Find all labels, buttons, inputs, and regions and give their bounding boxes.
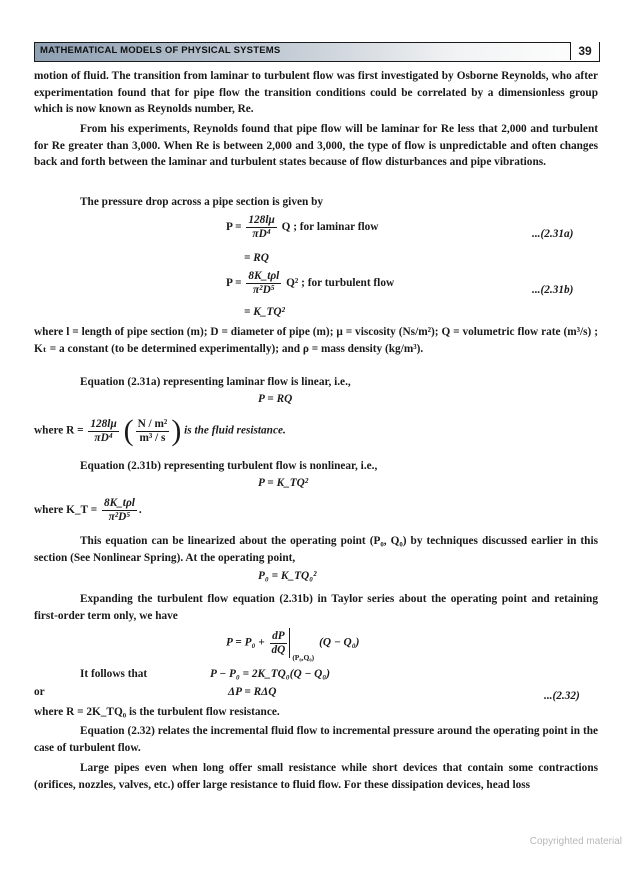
paragraph-variable-definitions: where l = length of pipe section (m); D = diameter of pipe (m); μ = viscosity (Ns/m²); Q = volumetric flow rate (m³/s) ; Kₜ = a constant (to be determined experimentally); and ρ = mass density (kg/m³).	[34, 326, 598, 355]
equation-2-31a: P = $\frac{128l\mu}{\text{πD⁴}}$ Q ; for laminar flow	[226, 214, 379, 240]
equation-2-31a-rq: = RQ	[244, 252, 269, 264]
label-or: or	[34, 686, 45, 698]
equation-number-2-32: ...(2.32)	[544, 690, 580, 702]
kt-definition: where K_T = $\frac{\text{8K\_tρl}}{\text{π²D⁵}}$ .	[34, 497, 142, 523]
equation-2-31b-ktq: = K_TQ²	[244, 306, 285, 318]
equation-p-ktq2: P = K_TQ²	[258, 477, 309, 489]
equation-p-rq: P = RQ	[258, 393, 293, 405]
label-it-follows: It follows that	[80, 668, 148, 680]
paragraph-laminar-linear: Equation (2.31a) representing laminar flow is linear, i.e.,	[80, 376, 351, 388]
fluid-resistance-definition: where R = $\frac{128l\mu}{\text{πD⁴}}$ ( $\frac{\text{N / m²}}{\text{m³ / s}}$ ) is the fluid resistance.	[34, 414, 286, 447]
equation-number-2-31a: ...(2.31a)	[532, 228, 574, 240]
paragraph-pressure-drop: The pressure drop across a pipe section is given by	[80, 196, 324, 208]
equation-2-32: ΔP = RΔQ	[228, 686, 277, 698]
copyright-watermark: Copyrighted material	[529, 836, 622, 847]
equation-number-2-31b: ...(2.31b)	[532, 284, 574, 296]
page-number: 39	[570, 42, 599, 60]
equation-operating-point: P₀ = K_TQ₀²	[258, 570, 317, 582]
equation-p-minus-p0: P − P₀ = 2K_TQ₀(Q − Q₀)	[210, 668, 331, 680]
chapter-title: MATHEMATICAL MODELS OF PHYSICAL SYSTEMS	[40, 45, 281, 56]
equation-taylor: P = P₀ + $\frac{dP}{dQ}$ (P₀,Q₀) (Q − Q₀)	[226, 629, 360, 662]
paragraph-incremental-flow: Equation (2.32) relates the incremental fluid flow to incremental pressure around the operating point in the case of turbulent flow.	[34, 725, 598, 754]
paragraph-large-pipes: Large pipes even when long offer small resistance while short devices that contain some contractions (orifices, nozzles, valves, etc.) offer large resistance to fluid flow. For these dissipation devices, head loss	[34, 762, 598, 791]
paragraph-turbulent-resistance: where R = 2K_TQ₀ is the turbulent flow resistance.	[34, 706, 280, 718]
paragraph-turbulent-nonlinear: Equation (2.31b) representing turbulent flow is nonlinear, i.e.,	[80, 460, 378, 472]
equation-2-31b: P = $\frac{\text{8K\_tρl}}{\text{π²D⁵}}$ Q² ; for turbulent flow	[226, 270, 395, 296]
paragraph-linearization: This equation can be linearized about the operating point (P₀, Q₀) by techniques discussed earlier in this section (See Nonlinear Spring). At the operating point,	[34, 535, 598, 564]
running-header	[34, 42, 600, 62]
paragraph-reynolds-intro: motion of fluid. The transition from laminar to turbulent flow was first investigated by Osborne Reynolds, who after experimentation found that for pipe flow the transition conditions could be correlated by a dimensionless group which is now known as Reynolds number, Re.	[34, 70, 598, 116]
paragraph-taylor-series: Expanding the turbulent flow equation (2.31b) in Taylor series about the operating point and retaining first-order term only, we have	[34, 593, 598, 622]
paragraph-reynolds-findings: From his experiments, Reynolds found that pipe flow will be laminar for Re less that 2,000 and turbulent for Re greater than 3,000. When Re is between 2,000 and 3,000, the type of flow is unpredictable and often changes back and forth between the laminar and turbulent states because of flow disturbances and pipe vibrations.	[34, 123, 598, 169]
